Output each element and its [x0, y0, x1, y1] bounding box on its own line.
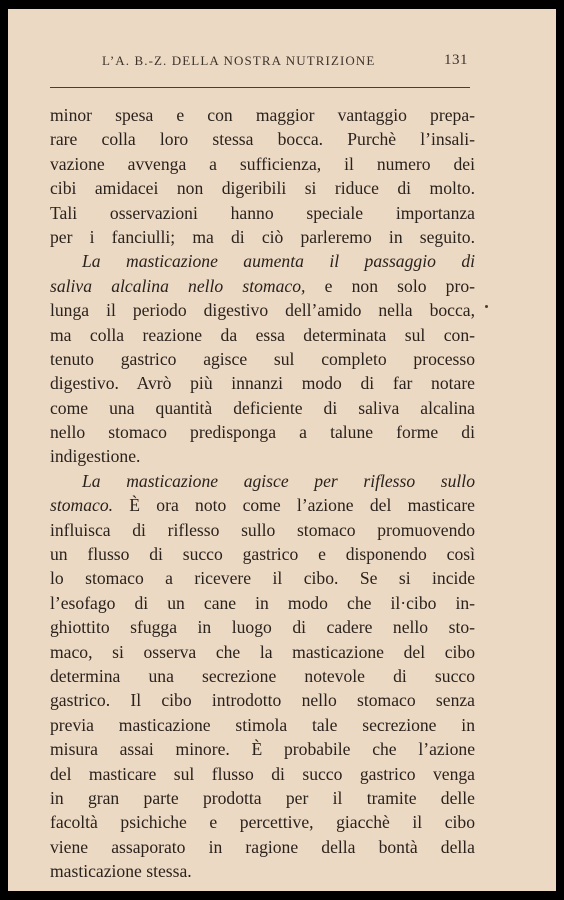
text-line [50, 835, 475, 859]
text-line [50, 542, 475, 566]
ink-speck [485, 305, 488, 308]
text-run: rare colla loro stessa bocca. Purchè l’insali- [50, 129, 475, 150]
text-run: È ora noto come l’azione del masticare [113, 495, 475, 516]
text-line [50, 591, 475, 615]
text-run: nello stomaco predisponga a talune forme di [50, 422, 475, 443]
italic-run: La masticazione agisce per riflesso sullo [82, 470, 475, 491]
text-line [50, 664, 475, 688]
text-run: digestivo. Avrò più innanzi modo di far notare [50, 373, 475, 394]
header-rule [50, 87, 470, 88]
text-run: in gran parte prodotta per il tramite delle [50, 787, 475, 808]
text-line [50, 493, 475, 517]
text-line [50, 176, 475, 200]
text-line [50, 274, 475, 298]
text-line [50, 396, 475, 420]
text-line [50, 152, 475, 176]
text-line [50, 201, 475, 225]
italic-run: saliva alcalina nello stomaco, [50, 275, 306, 296]
text-line [50, 420, 475, 444]
text-line [50, 737, 475, 761]
text-run: del masticare sul flusso di succo gastrico venga [50, 763, 475, 784]
text-line [50, 249, 475, 273]
text-run: per i fanciulli; ma di ciò parleremo in seguito. [50, 226, 475, 247]
text-line [50, 225, 475, 249]
text-run: indigestione. [50, 446, 141, 467]
text-run: ma colla reazione da essa determinata sul con- [50, 324, 475, 345]
text-line [50, 786, 475, 810]
text-run: vazione avvenga a sufficienza, il numero dei [50, 153, 475, 174]
text-run: minor spesa e con maggior vantaggio prepa- [50, 105, 475, 125]
text-line [50, 347, 475, 371]
text-run: lo stomaco a ricevere il cibo. Se si incide [50, 568, 475, 589]
text-run: misura assai minore. È probabile che l’azione [50, 739, 475, 760]
text-run: l’esofago di un cane in modo che il·cibo in- [50, 592, 475, 613]
text-run: ghiottito sfugga in luogo di cadere nello sto- [50, 617, 475, 638]
text-run: e non solo pro- [305, 275, 475, 296]
text-run: facoltà psichiche e percettive, giacchè il cibo [50, 812, 475, 833]
italic-run: stomaco. [50, 495, 114, 516]
book-page [8, 9, 556, 891]
text-line [50, 103, 475, 127]
text-run: maco, si osserva che la masticazione del cibo [50, 641, 475, 662]
text-line [50, 810, 475, 834]
text-line [50, 371, 475, 395]
body-text [50, 103, 475, 884]
text-run: previa masticazione stimola tale secrezione in [50, 714, 475, 735]
text-line [50, 444, 475, 468]
text-line [50, 566, 475, 590]
running-header [88, 52, 470, 72]
text-line [50, 713, 475, 737]
text-line [50, 469, 475, 493]
italic-run: La masticazione aumenta il passaggio di [82, 251, 475, 272]
text-line [50, 615, 475, 639]
text-run: cibi amidacei non digeribili si riduce di molto. [50, 178, 475, 199]
text-line [50, 859, 475, 883]
text-line [50, 127, 475, 151]
text-run: come una quantità deficiente di saliva alcalina [50, 397, 475, 418]
text-run: tenuto gastrico agisce sul completo processo [50, 348, 475, 369]
page-number: 131 [444, 52, 468, 68]
running-title: L’A. B.-Z. DELLA NOSTRA NUTRIZIONE [102, 53, 376, 68]
text-run: un flusso di succo gastrico e disponendo così [50, 544, 475, 565]
text-run: viene assaporato in ragione della bontà della [50, 836, 475, 857]
text-line [50, 323, 475, 347]
text-line [50, 688, 475, 712]
text-run: influisca di riflesso sullo stomaco promuovendo [50, 519, 475, 540]
text-run: Tali osservazioni hanno speciale importanza [50, 202, 475, 223]
text-line [50, 762, 475, 786]
text-line [50, 518, 475, 542]
text-run: masticazione stessa. [50, 861, 192, 882]
text-run: lunga il periodo digestivo dell’amido nella bocca, [50, 300, 475, 321]
text-run: determina una secrezione notevole di succo [50, 665, 475, 686]
text-line [50, 640, 475, 664]
text-run: gastrico. Il cibo introdotto nello stomaco senza [50, 690, 475, 711]
text-line [50, 298, 475, 322]
